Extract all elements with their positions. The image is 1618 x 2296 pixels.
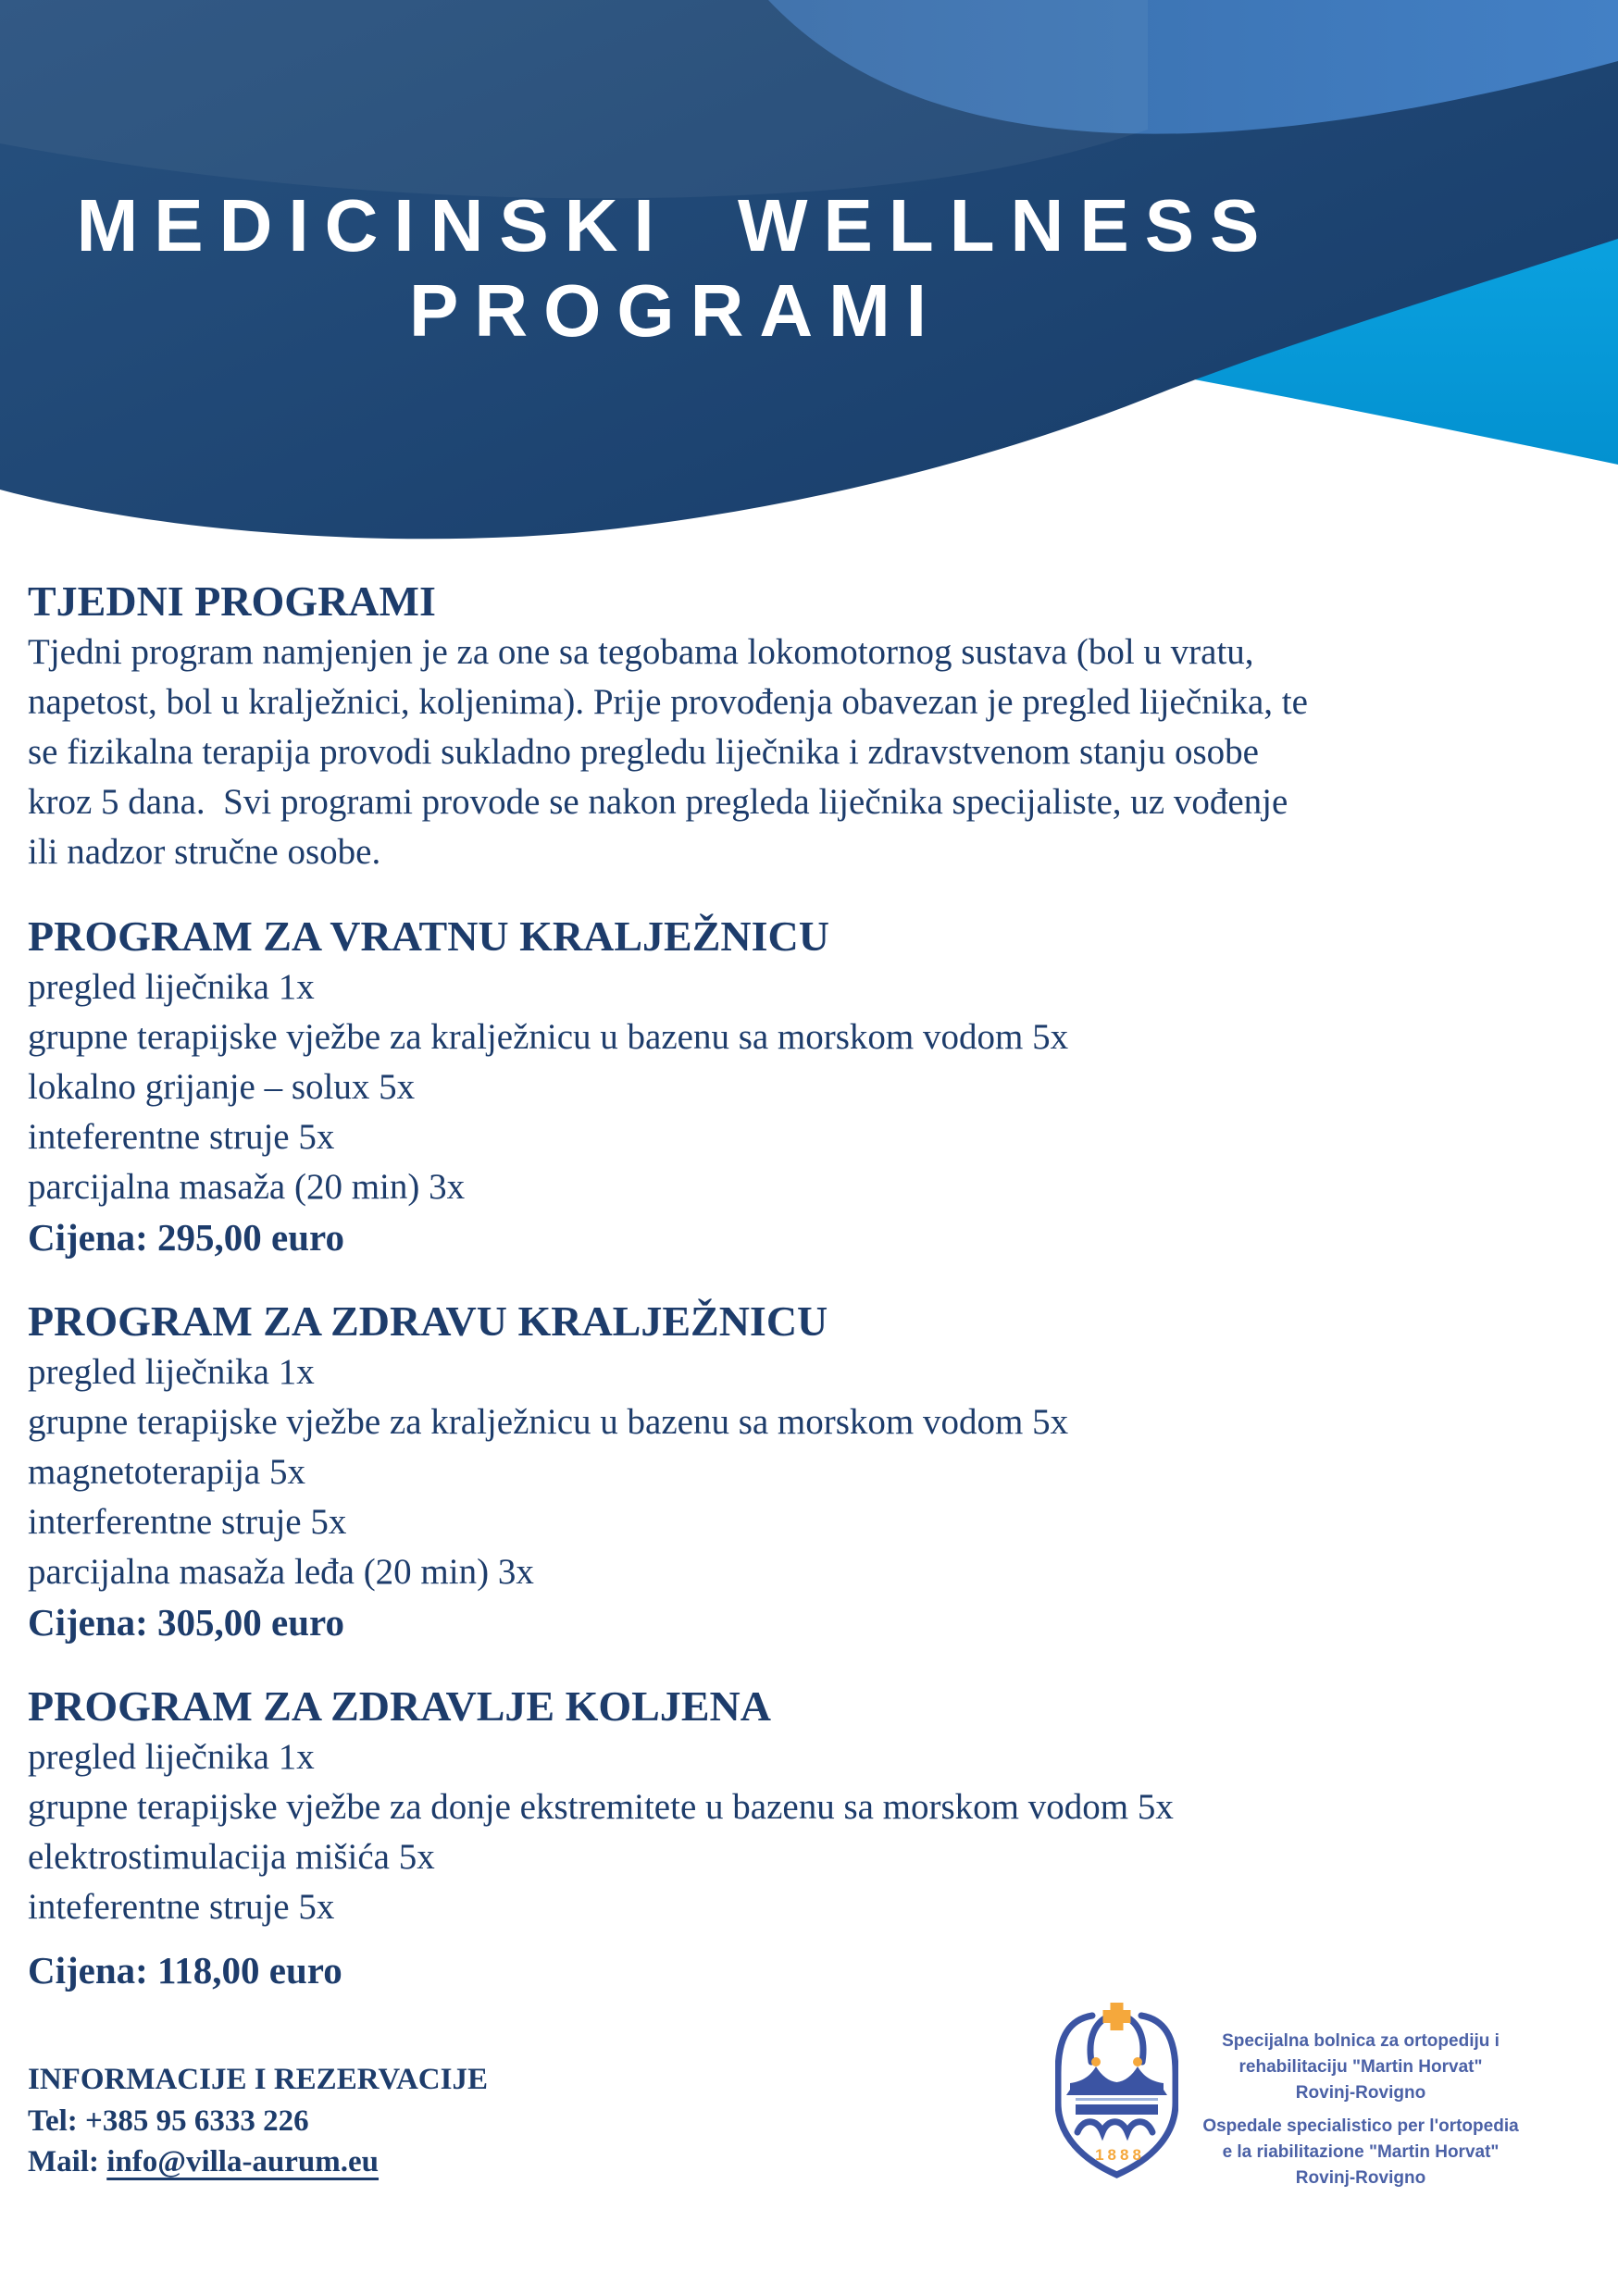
program-heading: PROGRAM ZA ZDRAVLJE KOLJENA <box>28 1682 771 1730</box>
contact-heading: INFORMACIJE I REZERVACIJE <box>28 2063 488 2096</box>
logo-text-line: Rovinj-Rovigno <box>1295 2168 1426 2188</box>
email-label: Mail: <box>28 2145 99 2178</box>
program-item: magnetoterapija 5x <box>28 1452 305 1492</box>
crest-crown-dot-left <box>1091 2057 1101 2066</box>
crest-inner-arc-right <box>1126 2017 1143 2062</box>
program-item: pregled liječnika 1x <box>28 1352 315 1392</box>
phone-number: +385 95 6333 226 <box>85 2104 309 2138</box>
crest-crown-dot-right <box>1133 2057 1142 2066</box>
hospital-logo-text <box>1185 2029 1537 2191</box>
crest-light-strip <box>1076 2098 1158 2101</box>
hospital-logo <box>1055 2001 1555 2204</box>
program-item: pregled liječnika 1x <box>28 1737 315 1777</box>
program-section-vratna-kraljeznica <box>28 911 1592 1262</box>
program-price: Cijena: 118,00 euro <box>28 1949 342 1992</box>
main-content <box>28 576 1592 2182</box>
program-item: grupne terapijske vježbe za kralježnicu u bazenu sa morskom vodom 5x <box>28 1402 1069 1442</box>
program-heading: PROGRAM ZA VRATNU KRALJEŽNICU <box>28 912 829 960</box>
page-title-line1: MEDICINSKI WELLNESS <box>76 184 1276 267</box>
program-item: elektrostimulacija mišića 5x <box>28 1837 435 1877</box>
program-price: Cijena: 305,00 euro <box>28 1601 345 1644</box>
crest-wave-line <box>1077 2122 1152 2132</box>
program-section-zdravlje-koljena <box>28 1681 1592 1995</box>
program-item: parcijalna masaža leđa (20 min) 3x <box>28 1552 534 1592</box>
logo-text-italian <box>1185 2114 1537 2191</box>
logo-text-croatian <box>1185 2029 1537 2106</box>
intro-line: se fizikalna terapija provodi sukladno pregledu liječnika i zdravstvenom stanju osobe <box>28 732 1259 772</box>
header-banner <box>0 0 1618 611</box>
logo-text-line: e la riabilitazione "Martin Horvat" <box>1222 2142 1500 2162</box>
crest-crown-bar <box>1066 2084 1167 2095</box>
program-item: parcijalna masaža (20 min) 3x <box>28 1167 466 1207</box>
logo-text-line: Specijalna bolnica za ortopediju i <box>1222 2031 1500 2051</box>
program-price: Cijena: 295,00 euro <box>28 1216 345 1259</box>
intro-line: ili nadzor stručne osobe. <box>28 832 381 872</box>
program-item: inteferentne struje 5x <box>28 1887 335 1927</box>
intro-line: napetost, bol u kralježnici, koljenima). Prije provođenja obavezan je pregled liječnika, te <box>28 682 1308 722</box>
intro-line: kroz 5 dana. Svi programi provode se nakon pregleda liječnika specijaliste, uz vođenje <box>28 782 1288 822</box>
page-title-line2: PROGRAMI <box>409 269 942 352</box>
intro-line: Tjedni program namjenjen je za one sa tegobama lokomotornog sustava (bol u vratu, <box>28 632 1254 672</box>
intro-paragraph <box>28 627 1592 877</box>
phone-label: Tel: <box>28 2104 78 2138</box>
email-link[interactable]: info@villa-aurum.eu <box>106 2145 380 2178</box>
page-title <box>0 183 1351 354</box>
crest-year: 1888 <box>1095 2146 1145 2164</box>
program-item: pregled liječnika 1x <box>28 967 315 1007</box>
program-item: grupne terapijske vježbe za kralježnicu u bazenu sa morskom vodom 5x <box>28 1017 1069 1057</box>
logo-text-line: rehabilitaciju "Martin Horvat" <box>1238 2057 1483 2077</box>
program-heading: PROGRAM ZA ZDRAVU KRALJEŽNICU <box>28 1297 828 1345</box>
crest-cross-horizontal <box>1103 2010 1131 2023</box>
logo-text-line: Ospedale specialistico per l'ortopedia <box>1202 2116 1519 2136</box>
program-item: lokalno grijanje – solux 5x <box>28 1067 416 1107</box>
header-sheen-shape <box>0 0 1148 198</box>
crest-lower-bar <box>1076 2104 1158 2115</box>
program-item: interferentne struje 5x <box>28 1502 347 1542</box>
intro-heading: TJEDNI PROGRAMI <box>28 577 436 625</box>
program-item: grupne terapijske vježbe za donje ekstremitete u bazenu sa morskom vodom 5x <box>28 1787 1174 1827</box>
logo-text-line: Rovinj-Rovigno <box>1295 2083 1426 2103</box>
hospital-crest-icon <box>1055 2001 1178 2181</box>
crest-inner-arc-left <box>1090 2017 1108 2062</box>
program-item: inteferentne struje 5x <box>28 1117 335 1157</box>
program-section-zdrava-kraljeznica <box>28 1296 1592 1647</box>
